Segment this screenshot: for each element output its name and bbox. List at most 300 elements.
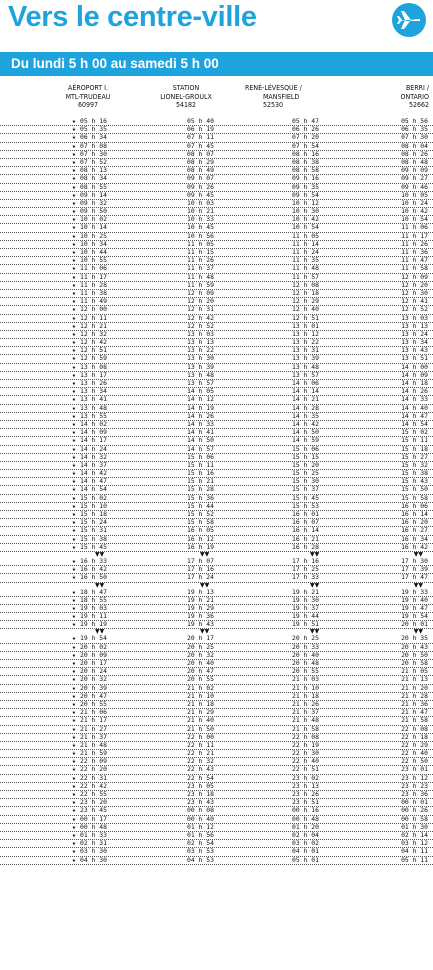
departure-time: ★ 07 h 52 — [72, 157, 107, 166]
departure-time: 23 h 51 — [292, 798, 319, 807]
departure-time: ★ 20 h 17 — [72, 659, 107, 667]
departure-time: 21 h 37 — [292, 708, 319, 717]
star-icon: ★ — [72, 659, 76, 667]
departure-time: 23 h 18 — [187, 790, 214, 798]
departure-time: ★ 14 h 24 — [72, 444, 107, 453]
star-icon: ★ — [72, 313, 76, 322]
departure-time: 21 h 18 — [187, 699, 214, 708]
departure-time: 13 h 51 — [401, 354, 428, 363]
departure-time: 23 h 01 — [401, 765, 428, 774]
star-icon: ★ — [72, 256, 76, 265]
table-row — [0, 726, 433, 734]
departure-time: 10 h 33 — [187, 215, 214, 224]
departure-time: 16 h 07 — [292, 518, 319, 527]
departure-time: 11 h 05 — [292, 231, 319, 240]
star-icon: ★ — [72, 595, 76, 604]
departure-time: 14 h 40 — [401, 403, 428, 412]
table-row — [0, 644, 433, 652]
departure-time: 14 h 47 — [401, 411, 428, 420]
star-icon: ★ — [72, 822, 76, 831]
down-arrow-icon: ▼▼ — [413, 628, 423, 636]
departure-time: 14 h 42 — [292, 419, 319, 428]
departure-time: ★ 20 h 47 — [72, 691, 107, 700]
star-icon: ★ — [72, 773, 76, 782]
star-icon: ★ — [72, 469, 76, 478]
departure-time: 21 h 26 — [292, 699, 319, 708]
departure-time: 21 h 05 — [401, 667, 428, 676]
star-icon: ★ — [72, 542, 76, 551]
table-row — [0, 840, 433, 848]
departure-time: 20 h 48 — [292, 659, 319, 667]
departure-time: ★ 10 h 02 — [72, 215, 107, 224]
departure-time: 14 h 12 — [187, 395, 214, 404]
departure-time: ★ 13 h 55 — [72, 411, 107, 420]
departure-time: 19 h 29 — [187, 603, 214, 612]
star-icon: ★ — [72, 403, 76, 412]
departure-time: 12 h 18 — [292, 288, 319, 297]
column-header-line: RENÉ-LÉVESQUE / — [245, 84, 302, 92]
star-icon: ★ — [72, 526, 76, 535]
departure-time: 22 h 40 — [292, 757, 319, 766]
star-icon: ★ — [72, 166, 76, 175]
departure-time: 09 h 16 — [292, 174, 319, 183]
table-row — [0, 421, 433, 429]
departure-time: 10 h 30 — [292, 207, 319, 216]
departure-time: 11 h 36 — [401, 248, 428, 256]
star-icon: ★ — [72, 436, 76, 445]
table-row — [0, 208, 433, 216]
column-header-line: MTL-TRUDEAU — [65, 92, 111, 101]
column-header-line: LIONEL-GROULX — [160, 92, 212, 101]
departure-time: 15 h 32 — [401, 460, 428, 469]
star-icon: ★ — [72, 387, 76, 396]
departure-time: 21 h 36 — [401, 699, 428, 708]
table-row — [0, 429, 433, 437]
departure-time: ★ 07 h 30 — [72, 149, 107, 158]
table-row — [0, 331, 433, 339]
departure-time: 13 h 31 — [292, 346, 319, 355]
departure-time: 10 h 56 — [187, 231, 214, 240]
star-icon: ★ — [72, 765, 76, 774]
departure-time: 20 h 32 — [187, 650, 214, 659]
departure-time: ★ 12 h 42 — [72, 338, 107, 347]
departure-time: 17 h 16 — [292, 556, 319, 565]
departure-time: 22 h 30 — [292, 749, 319, 758]
departure-time: 22 h 40 — [401, 749, 428, 758]
table-row — [0, 558, 433, 566]
table-row — [0, 613, 433, 621]
star-icon: ★ — [72, 264, 76, 273]
star-icon: ★ — [72, 354, 76, 363]
departure-time: 12 h 08 — [292, 280, 319, 289]
departure-time: 15 h 06 — [187, 452, 214, 461]
departure-time: 15 h 36 — [187, 493, 214, 502]
departure-time: 20 h 01 — [401, 620, 428, 629]
departure-time: 11 h 57 — [292, 272, 319, 281]
departure-time: 16 h 14 — [401, 510, 428, 518]
departure-time: 11 h 47 — [401, 256, 428, 265]
down-arrow-icon: ▼▼ — [95, 550, 105, 558]
departure-time: 11 h 15 — [187, 248, 214, 256]
departure-time: 13 h 48 — [187, 370, 214, 379]
table-row — [0, 315, 433, 323]
departure-time: 07 h 11 — [187, 133, 214, 142]
table-row — [0, 799, 433, 807]
departure-time: 17 h 24 — [187, 573, 214, 582]
departure-time: 21 h 58 — [401, 716, 428, 725]
departure-time: ★ 10 h 14 — [72, 223, 107, 232]
departure-time: 04 h 53 — [187, 855, 214, 864]
departure-time: 19 h 51 — [292, 620, 319, 629]
table-row — [0, 143, 433, 151]
stop-code: 52530 — [263, 101, 284, 110]
table-row — [0, 306, 433, 314]
star-icon: ★ — [72, 781, 76, 790]
table-row — [0, 347, 433, 355]
table-row — [0, 233, 433, 241]
table-row — [0, 372, 433, 380]
departure-time: 01 h 30 — [401, 822, 428, 831]
departure-time: 19 h 37 — [292, 603, 319, 612]
departure-time: 13 h 34 — [401, 338, 428, 347]
departure-time: 00 h 01 — [401, 798, 428, 807]
departure-time: 16 h 27 — [401, 526, 428, 535]
timetable — [0, 118, 433, 865]
star-icon: ★ — [72, 790, 76, 798]
departure-time: 05 h 40 — [187, 117, 214, 125]
departure-time: 08 h 29 — [187, 157, 214, 166]
departure-time: 19 h 40 — [401, 595, 428, 604]
departure-time: 10 h 45 — [187, 223, 214, 232]
departure-time: 23 h 36 — [401, 790, 428, 798]
star-icon: ★ — [72, 477, 76, 486]
departure-time: ★ 21 h 27 — [72, 724, 107, 733]
table-row — [0, 151, 433, 159]
departure-time: 10 h 54 — [401, 215, 428, 224]
departure-time: ★ 22 h 31 — [72, 773, 107, 782]
departure-time: ★ 20 h 02 — [72, 642, 107, 651]
table-row — [0, 775, 433, 783]
column-header-airport — [52, 84, 124, 110]
table-row — [0, 388, 433, 396]
departure-time: 00 h 48 — [292, 814, 319, 823]
departure-time: 13 h 22 — [292, 338, 319, 347]
departure-time: ★ 15 h 31 — [72, 526, 107, 535]
departure-time: ★ 15 h 10 — [72, 501, 107, 510]
departure-time: 20 h 50 — [401, 650, 428, 659]
departure-time: ★ 15 h 02 — [72, 493, 107, 502]
star-icon: ★ — [72, 125, 76, 134]
departure-time: 05 h 47 — [292, 117, 319, 125]
departure-time: 09 h 26 — [187, 182, 214, 191]
departure-time: ★ 14 h 02 — [72, 419, 107, 428]
star-icon: ★ — [72, 699, 76, 708]
departure-time: 02 h 14 — [401, 830, 428, 839]
down-arrow-icon: ▼▼ — [200, 550, 210, 558]
table-row — [0, 621, 433, 629]
star-icon: ★ — [72, 806, 76, 815]
departure-time: 07 h 30 — [401, 133, 428, 142]
star-icon: ★ — [72, 239, 76, 248]
departure-time: 20 h 33 — [292, 642, 319, 651]
departure-time: 13 h 03 — [401, 313, 428, 322]
departure-time: 22 h 11 — [187, 740, 214, 749]
stop-code: 52662 — [408, 101, 429, 110]
departure-time: 17 h 30 — [401, 556, 428, 565]
table-row — [0, 635, 433, 643]
departure-time: ★ 13 h 17 — [72, 370, 107, 379]
table-row — [0, 597, 433, 605]
table-row — [0, 216, 433, 224]
departure-time: ★ 09 h 14 — [72, 190, 107, 199]
departure-time: 15 h 11 — [187, 460, 214, 469]
table-row — [0, 857, 433, 865]
star-icon: ★ — [72, 620, 76, 629]
departure-time: 15 h 53 — [292, 501, 319, 510]
column-header-line: MANSFIELD — [263, 92, 300, 101]
departure-time: 13 h 12 — [292, 329, 319, 338]
star-icon: ★ — [72, 117, 76, 125]
departure-time: ★ 14 h 32 — [72, 452, 107, 461]
star-icon: ★ — [72, 650, 76, 659]
departure-time: ★ 12 h 32 — [72, 329, 107, 338]
departure-time: ★ 21 h 48 — [72, 740, 107, 749]
departure-time: 20 h 43 — [401, 642, 428, 651]
departure-time: ★ 19 h 11 — [72, 612, 107, 621]
table-row — [0, 249, 433, 257]
departure-time: 16 h 12 — [187, 534, 214, 543]
star-icon: ★ — [72, 379, 76, 387]
down-arrow-icon: ▼▼ — [413, 550, 423, 558]
departure-time: 17 h 33 — [292, 573, 319, 582]
departure-time: 08 h 07 — [187, 149, 214, 158]
departure-time: 14 h 19 — [187, 403, 214, 412]
table-row — [0, 175, 433, 183]
table-row — [0, 126, 433, 134]
departure-time: 13 h 22 — [187, 346, 214, 355]
departure-time: 23 h 23 — [401, 781, 428, 790]
star-icon: ★ — [72, 428, 76, 437]
departure-time: 16 h 01 — [292, 510, 319, 518]
departure-time: 15 h 52 — [187, 510, 214, 518]
table-row — [0, 134, 433, 142]
departure-time: 15 h 45 — [292, 493, 319, 502]
departure-time: ★ 13 h 08 — [72, 362, 107, 371]
departure-time: 17 h 16 — [187, 565, 214, 574]
departure-time: ★ 14 h 47 — [72, 477, 107, 486]
departure-time: 11 h 58 — [401, 264, 428, 273]
table-row — [0, 339, 433, 347]
table-row — [0, 652, 433, 660]
departure-time: 12 h 51 — [292, 313, 319, 322]
departure-time: 14 h 05 — [187, 387, 214, 396]
star-icon: ★ — [72, 573, 76, 582]
departure-time: 07 h 20 — [292, 133, 319, 142]
star-icon: ★ — [72, 157, 76, 166]
star-icon: ★ — [72, 757, 76, 766]
table-row — [0, 224, 433, 232]
departure-time: 07 h 54 — [292, 141, 319, 150]
departure-time: 22 h 51 — [292, 765, 319, 774]
departure-time: 09 h 46 — [401, 182, 428, 191]
departure-time: ★ 18 h 47 — [72, 587, 107, 596]
table-row — [0, 758, 433, 766]
star-icon: ★ — [72, 248, 76, 256]
departure-time: ★ 14 h 09 — [72, 428, 107, 437]
departure-time: 20 h 40 — [292, 650, 319, 659]
star-icon: ★ — [72, 198, 76, 207]
departure-time: ★ 16 h 42 — [72, 565, 107, 574]
departure-time: ★ 11 h 17 — [72, 272, 107, 281]
table-row — [0, 184, 433, 192]
star-icon: ★ — [72, 612, 76, 621]
departure-time: 17 h 47 — [401, 573, 428, 582]
departure-time: 12 h 20 — [187, 297, 214, 306]
departure-time: 14 h 28 — [292, 403, 319, 412]
departure-time: 08 h 38 — [292, 157, 319, 166]
departure-time: 03 h 53 — [187, 847, 214, 856]
departure-time: ★ 19 h 03 — [72, 603, 107, 612]
departure-time: 19 h 30 — [292, 595, 319, 604]
departure-time: 13 h 13 — [187, 338, 214, 347]
departure-time: ★ 11 h 49 — [72, 297, 107, 306]
departure-time: 16 h 42 — [401, 542, 428, 551]
departure-time: ★ 05 h 16 — [72, 117, 107, 125]
departure-time: ★ 14 h 42 — [72, 469, 107, 478]
star-icon: ★ — [72, 501, 76, 510]
table-row — [0, 470, 433, 478]
departure-time: 01 h 20 — [292, 822, 319, 831]
departure-time: ★ 20 h 39 — [72, 683, 107, 692]
column-headers — [0, 84, 433, 114]
star-icon: ★ — [72, 510, 76, 518]
departure-time: 14 h 26 — [401, 387, 428, 396]
table-row — [0, 816, 433, 824]
departure-time: 16 h 19 — [187, 542, 214, 551]
departure-time: 09 h 45 — [187, 190, 214, 199]
table-row — [0, 446, 433, 454]
departure-time: 14 h 00 — [401, 362, 428, 371]
star-icon: ★ — [72, 634, 76, 643]
departure-time: 08 h 26 — [401, 149, 428, 158]
star-icon: ★ — [72, 847, 76, 856]
departure-time: 09 h 09 — [401, 166, 428, 175]
departure-time: 11 h 48 — [187, 272, 214, 281]
departure-time: 11 h 26 — [401, 239, 428, 248]
departure-time: 19 h 36 — [187, 612, 214, 621]
departure-time: ★ 08 h 55 — [72, 182, 107, 191]
table-row — [0, 192, 433, 200]
table-row — [0, 536, 433, 544]
departure-time: 14 h 06 — [292, 379, 319, 387]
departure-time: 10 h 03 — [187, 198, 214, 207]
departure-time: ★ 23 h 20 — [72, 798, 107, 807]
departure-time: 15 h 30 — [292, 477, 319, 486]
table-row — [0, 241, 433, 249]
departure-time: 15 h 06 — [292, 444, 319, 453]
departure-time: 19 h 33 — [401, 587, 428, 596]
departure-time: 22 h 00 — [187, 732, 214, 741]
departure-time: 19 h 43 — [187, 620, 214, 629]
departure-time: 22 h 08 — [401, 724, 428, 733]
star-icon: ★ — [72, 207, 76, 216]
star-icon: ★ — [72, 182, 76, 191]
table-row — [0, 437, 433, 445]
table-row — [0, 511, 433, 519]
departure-time: 00 h 40 — [187, 814, 214, 823]
departure-time: 23 h 13 — [292, 781, 319, 790]
departure-time: 05 h 11 — [401, 855, 428, 864]
departure-time: 22 h 43 — [187, 765, 214, 774]
departure-time: 14 h 50 — [292, 428, 319, 437]
departure-time: 22 h 29 — [401, 740, 428, 749]
down-arrow-icon: ▼▼ — [310, 550, 320, 558]
table-row — [0, 503, 433, 511]
star-icon: ★ — [72, 642, 76, 651]
table-row — [0, 454, 433, 462]
star-icon: ★ — [72, 321, 76, 330]
star-icon: ★ — [72, 190, 76, 199]
star-icon: ★ — [72, 587, 76, 596]
departure-time: ★ 10 h 44 — [72, 248, 107, 256]
table-row — [0, 405, 433, 413]
departure-time: ★ 09 h 32 — [72, 198, 107, 207]
departure-time: 10 h 54 — [292, 223, 319, 232]
table-row — [0, 668, 433, 676]
departure-time: ★ 21 h 59 — [72, 749, 107, 758]
departure-time: 21 h 03 — [292, 675, 319, 684]
departure-time: 12 h 29 — [292, 297, 319, 306]
star-icon: ★ — [72, 667, 76, 676]
departure-time: 02 h 54 — [187, 839, 214, 848]
departure-time: 04 h 11 — [401, 847, 428, 856]
departure-time: ★ 16 h 33 — [72, 556, 107, 565]
column-header-lionel-groulx — [150, 84, 222, 110]
departure-time: 16 h 06 — [401, 501, 428, 510]
departure-time: 00 h 58 — [401, 814, 428, 823]
departure-time: ★ 07 h 08 — [72, 141, 107, 150]
departure-time: 13 h 24 — [401, 329, 428, 338]
departure-time: 15 h 37 — [292, 485, 319, 494]
departure-time: 14 h 09 — [401, 370, 428, 379]
table-row — [0, 766, 433, 774]
departure-time: 20 h 17 — [187, 634, 214, 643]
departure-time: 14 h 21 — [292, 395, 319, 404]
departure-time: 13 h 57 — [187, 379, 214, 387]
departure-time: 12 h 41 — [401, 297, 428, 306]
departure-time: 11 h 06 — [401, 223, 428, 232]
table-row — [0, 323, 433, 331]
departure-time: 10 h 24 — [401, 198, 428, 207]
departure-time: 20 h 47 — [187, 667, 214, 676]
down-arrow-icon: ▼▼ — [95, 628, 105, 636]
star-icon: ★ — [72, 223, 76, 232]
table-row — [0, 495, 433, 503]
departure-time: ★ 12 h 21 — [72, 321, 107, 330]
down-arrow-icon: ▼▼ — [310, 628, 320, 636]
departure-time: 09 h 07 — [187, 174, 214, 183]
departure-time: 21 h 40 — [187, 716, 214, 725]
departure-time: 11 h 17 — [401, 231, 428, 240]
departure-time: 01 h 56 — [187, 830, 214, 839]
star-icon: ★ — [72, 419, 76, 428]
departure-time: 12 h 31 — [187, 305, 214, 314]
departure-time: 10 h 12 — [292, 198, 319, 207]
departure-time: ★ 12 h 59 — [72, 354, 107, 363]
star-icon: ★ — [72, 395, 76, 404]
departure-time: ★ 12 h 00 — [72, 305, 107, 314]
departure-time: 20 h 35 — [401, 634, 428, 643]
